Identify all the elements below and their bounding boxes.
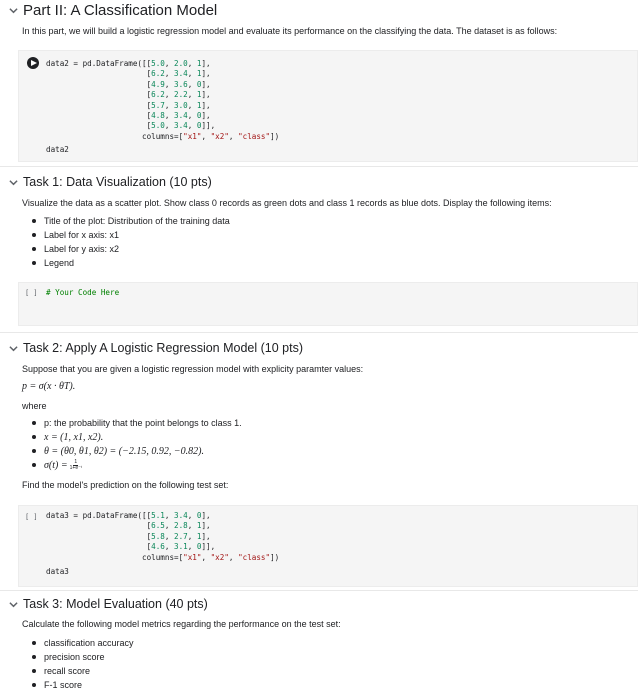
list-item: [22, 416, 242, 430]
part2-intro: In this part, we will build a logistic regression model and evaluate its performance on the classifying the data. The dataset is as follows:: [22, 26, 558, 36]
bullet-icon: [32, 641, 36, 645]
part2-title: Part II: A Classification Model: [23, 1, 218, 19]
task3-description: Calculate the following model metrics regarding the performance on the test set:: [22, 619, 341, 629]
bullet-icon: [32, 683, 36, 687]
cell-output: data3: [46, 567, 69, 576]
cell-output: data2: [46, 145, 69, 154]
find-prediction-text: Find the model's prediction on the following test set:: [22, 480, 229, 490]
fraction-numerator: 1: [74, 458, 78, 465]
code-line: [4.6, 3.1, 0]],: [46, 542, 216, 552]
cell-execution-count: [ ]: [25, 289, 38, 297]
task1-description: Visualize the data as a scatter plot. Show class 0 records as green dots and class 1 records as blue dots. Display the following items:: [22, 198, 552, 208]
task1-list: [22, 214, 230, 270]
task2-heading[interactable]: [0, 338, 303, 358]
list-item: [22, 242, 230, 256]
bullet-icon: [32, 449, 36, 453]
part2-heading[interactable]: [0, 0, 217, 20]
code-editor[interactable]: [46, 511, 279, 563]
list-item: [22, 650, 134, 664]
chevron-down-icon[interactable]: [8, 5, 18, 15]
task2-description: Suppose that you are given a logistic regression model with explicity paramter values:: [22, 364, 364, 374]
code-line: [6.2, 2.2, 1],: [46, 90, 211, 100]
chevron-down-icon[interactable]: [8, 177, 18, 187]
code-cell-your-code[interactable]: [18, 282, 638, 326]
task3-title: Task 3: Model Evaluation (40 pts): [23, 597, 208, 611]
divider: [0, 166, 638, 167]
bullet-icon: [32, 261, 36, 265]
bullet-icon: [32, 421, 36, 425]
fraction-denominator: 1+e⁻ᵗ: [69, 464, 82, 471]
list-item-text: Title of the plot: Distribution of the training data: [44, 216, 230, 226]
bullet-icon: [32, 669, 36, 673]
code-line: columns=["x1", "x2", "class"]): [46, 552, 280, 562]
task1-heading[interactable]: [0, 172, 212, 192]
list-item: [22, 214, 230, 228]
list-item-text: classification accuracy: [44, 638, 134, 648]
code-line: [5.8, 2.7, 1],: [46, 531, 211, 541]
bullet-icon: [32, 233, 36, 237]
list-item: [22, 664, 134, 678]
list-item-text: Label for x axis: x1: [44, 230, 120, 240]
divider: [0, 332, 638, 333]
code-cell-data3[interactable]: [18, 505, 638, 587]
code-comment: # Your Code Here: [46, 288, 120, 297]
list-item-text: p: the probability that the point belongs to class 1.: [44, 418, 242, 428]
divider: [0, 590, 638, 591]
list-item-text: precision score: [44, 652, 105, 662]
chevron-down-icon[interactable]: [8, 599, 18, 609]
code-line: [4.9, 3.6, 0],: [46, 79, 211, 89]
list-item-text: θ = (θ0, θ1, θ2) = (−2.15, 0.92, −0.82).: [44, 445, 204, 457]
list-item: [22, 458, 242, 472]
list-item: [22, 636, 134, 650]
list-item-text: Label for y axis: x2: [44, 244, 120, 254]
code-line: columns=["x1", "x2", "class"]): [46, 131, 280, 141]
code-line: data2 = pd.DataFrame([[5.0, 2.0, 1],: [46, 59, 211, 68]
list-item: [22, 256, 230, 270]
code-line: [6.5, 2.8, 1],: [46, 521, 211, 531]
list-item: [22, 678, 134, 692]
code-line: [4.8, 3.4, 0],: [46, 111, 211, 121]
where-label: where: [22, 401, 47, 411]
bullet-icon: [32, 655, 36, 659]
play-icon: [31, 60, 37, 66]
list-item: [22, 444, 242, 458]
bullet-icon: [32, 435, 36, 439]
code-line: [6.2, 3.4, 1],: [46, 69, 211, 79]
code-editor[interactable]: [46, 288, 119, 298]
code-line: data3 = pd.DataFrame([[5.1, 3.4, 0],: [46, 511, 211, 520]
task3-list: [22, 636, 134, 692]
code-editor[interactable]: [46, 59, 279, 142]
bullet-icon: [32, 247, 36, 251]
run-cell-button[interactable]: [27, 57, 39, 69]
list-item-text: F-1 score: [44, 680, 83, 690]
list-item-text: σ(t) =: [44, 459, 68, 471]
code-line: [5.7, 3.0, 1],: [46, 100, 211, 110]
task2-list: [22, 416, 242, 472]
bullet-icon: [32, 219, 36, 223]
task3-heading[interactable]: [0, 594, 208, 614]
list-item-text: Legend: [44, 258, 75, 268]
list-item: [22, 430, 242, 444]
model-formula: p = σ(x · θT).: [22, 381, 76, 392]
list-item-text: recall score: [44, 666, 91, 676]
bullet-icon: [32, 463, 36, 467]
list-item-text: x = (1, x1, x2).: [44, 431, 104, 443]
chevron-down-icon[interactable]: [8, 343, 18, 353]
list-item: [22, 228, 230, 242]
task2-title: Task 2: Apply A Logistic Regression Model (10 pts): [23, 341, 304, 355]
cell-execution-count: [ ]: [25, 513, 38, 521]
task1-title: Task 1: Data Visualization (10 pts): [23, 175, 212, 189]
code-line: [5.0, 3.4, 0]],: [46, 121, 216, 131]
code-cell-data2[interactable]: [18, 50, 638, 162]
sigmoid-fraction: [70, 460, 82, 471]
